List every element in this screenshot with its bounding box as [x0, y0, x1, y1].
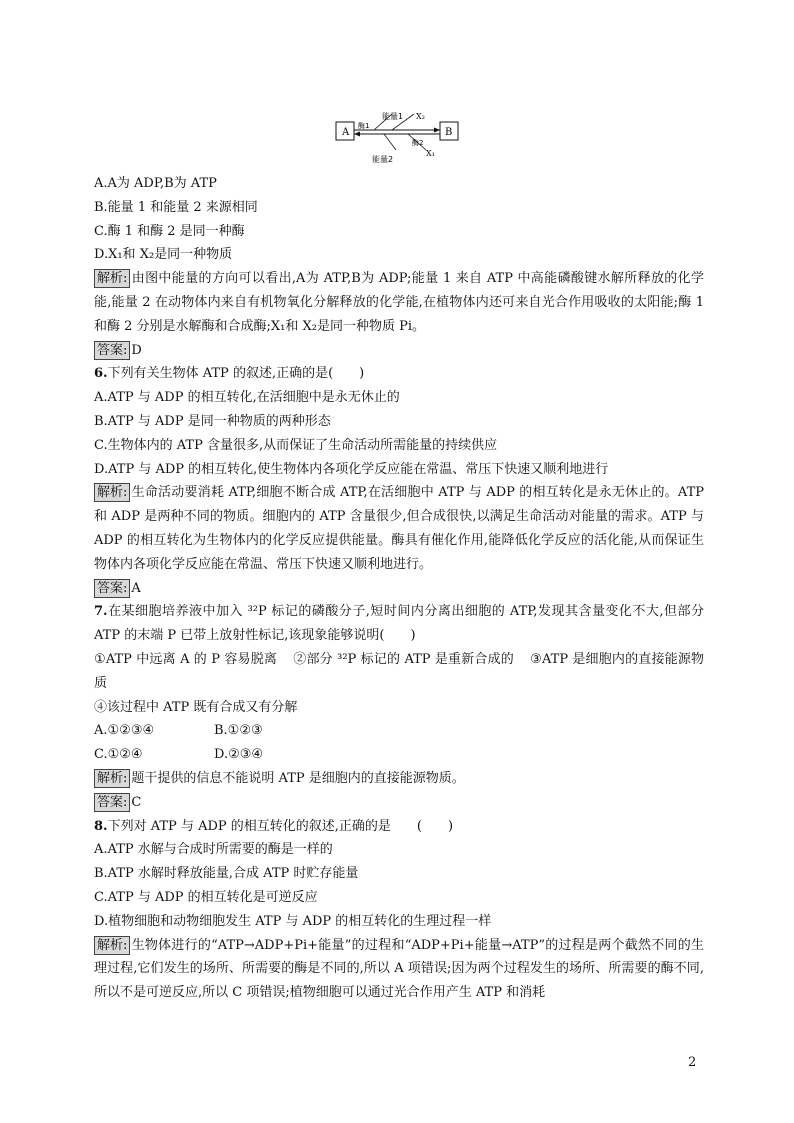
q6-number: 6.: [94, 366, 108, 382]
q7-statements: [94, 648, 704, 696]
q5-answer-text: D: [131, 342, 142, 358]
q7-option-d: D.②③④: [214, 747, 264, 763]
q7-stem: [94, 600, 704, 648]
explanation-tag: 解析:: [94, 269, 130, 288]
q8-explanation-text: 生物体进行的“ATP→ADP+Pi+能量”的过程和“ADP+Pi+能量→ATP”的过程是两个截然不同的生理过程,它们发生的场所、所需要的酶是不同的,所以 A 项错误;因为两个过程发生的场所、所需要的酶不同,所以不是可逆反应,所以 C 项错误;植物细胞可以通过光合作用产生 ATP 和消耗: [94, 937, 704, 1001]
q7-options-row-2: [94, 743, 704, 767]
q7-statement-2: ②部分 ³²P 标记的 ATP 是重新合成的: [293, 651, 514, 667]
answer-tag: 答案:: [94, 793, 130, 812]
q7-options-row-1: [94, 719, 704, 743]
q7-statement-3: ③ATP 是细胞内的直接能源物质: [94, 651, 705, 691]
x2-label: X₂: [416, 112, 425, 121]
box-a-label: A: [342, 127, 350, 138]
energy1-label: 能量1: [382, 112, 404, 121]
enzyme1-label: 酶1: [358, 122, 370, 130]
page-content: [94, 110, 704, 1005]
answer-tag: 答案:: [94, 341, 130, 360]
q7-explanation: [94, 767, 704, 791]
explanation-tag: 解析:: [94, 769, 130, 788]
q6-answer: [94, 577, 704, 601]
q6-stem-text: 下列有关生物体 ATP 的叙述,正确的是( ): [107, 366, 365, 382]
q8-explanation: [94, 934, 704, 1005]
q5-explanation: [94, 267, 704, 338]
x1-label: X₁: [426, 149, 435, 158]
energy2-label: 能量2: [372, 155, 394, 164]
q6-answer-text: A: [131, 580, 141, 596]
q7-option-b: B.①②③: [214, 723, 263, 739]
q6-stem: [94, 362, 704, 386]
q7-option-a: A.①②③④: [94, 723, 155, 739]
q5-option-c: C.酶 1 和酶 2 是同一种酶: [94, 223, 245, 239]
diagram-svg: [334, 110, 474, 166]
q5-option-a: A.A为 ADP,B为 ATP: [94, 176, 217, 191]
q6-explanation: [94, 481, 704, 576]
upper-arrowhead: [434, 128, 440, 133]
answer-tag: 答案:: [94, 579, 130, 598]
explanation-tag: 解析:: [94, 936, 130, 955]
q6-explanation-text: 生命活动要消耗 ATP,细胞不断合成 ATP,在活细胞中 ATP 与 ADP 的相互转化是永无休止的。ATP 和 ADP 是两种不同的物质。细胞内的 ATP 含量很少,但合成很快,以满足生命活动对能量的需求。ATP 与 ADP 的相互转化为生物体内的化学反应提供能量。酶具有催化作用,能降低化学反应的活化能,从而保证生物体内各项化学反应能在常温、常压下快速又顺利地进行。: [94, 485, 704, 572]
q8-option-a: A.ATP 水解与合成时所需要的酶是一样的: [94, 842, 333, 858]
energy2-branch: [384, 134, 396, 150]
q7-number: 7.: [94, 604, 108, 620]
page-number: 2: [688, 1055, 697, 1070]
q6-option-c: C.生物体内的 ATP 含量很多,从而保证了生命活动所需能量的持续供应: [94, 437, 498, 453]
q8-stem-text: 下列对 ATP 与 ADP 的相互转化的叙述,正确的是 ( ): [107, 818, 454, 834]
q8-stem: [94, 815, 704, 839]
box-b-label: B: [445, 127, 453, 138]
q7-stem-text: 在某细胞培养液中加入 ³²P 标记的磷酸分子,短时间内分离出细胞的 ATP,发现其含量变化不大,但部分 ATP 的末端 P 已带上放射性标记,该现象能够说明( ): [94, 604, 704, 644]
lower-arrowhead: [354, 132, 360, 137]
q7-explanation-text: 题干提供的信息不能说明 ATP 是细胞内的直接能源物质。: [131, 770, 465, 786]
q7-answer: [94, 791, 704, 815]
q5-option-d: D.X₁和 X₂是同一种物质: [94, 247, 233, 263]
q5-answer: [94, 339, 704, 363]
q8-option-c: C.ATP 与 ADP 的相互转化是可逆反应: [94, 889, 318, 905]
q7-statement-4: ④该过程中 ATP 既有合成又有分解: [94, 699, 298, 715]
q8-option-d: D.植物细胞和动物细胞发生 ATP 与 ADP 的相互转化的生理过程一样: [94, 913, 492, 929]
q8-option-b: B.ATP 水解时释放能量,合成 ATP 时贮存能量: [94, 866, 359, 882]
q7-answer-text: C: [131, 794, 142, 810]
q5-explanation-text: 由图中能量的方向可以看出,A为 ATP,B为 ADP;能量 1 来自 ATP 中高能磷酸键水解所释放的化学能,能量 2 在动物体内来自有机物氧化分解释放的化学能,在植物体内还可来自光合作用吸收的太阳能;酶 1 和酶 2 分别是水解酶和合成酶;X₁和 X₂是同一种物质 Pi。: [94, 271, 704, 334]
q7-option-c: C.①②④: [94, 747, 143, 763]
q5-option-b: B.能量 1 和能量 2 来源相同: [94, 199, 258, 215]
q8-number: 8.: [94, 818, 108, 834]
q7-statement-1: ①ATP 中远离 A 的 P 容易脱离: [94, 651, 278, 667]
q6-option-d: D.ATP 与 ADP 的相互转化,使生物体内各项化学反应能在常温、常压下快速又顺利地进行: [94, 461, 609, 477]
atp-adp-diagram: [334, 110, 474, 166]
enzyme2-label: 酶2: [412, 139, 424, 147]
q6-option-a: A.ATP 与 ADP 的相互转化,在活细胞中是永无休止的: [94, 390, 400, 406]
q6-option-b: B.ATP 与 ADP 是同一种物质的两种形态: [94, 413, 331, 429]
explanation-tag: 解析:: [94, 483, 130, 502]
